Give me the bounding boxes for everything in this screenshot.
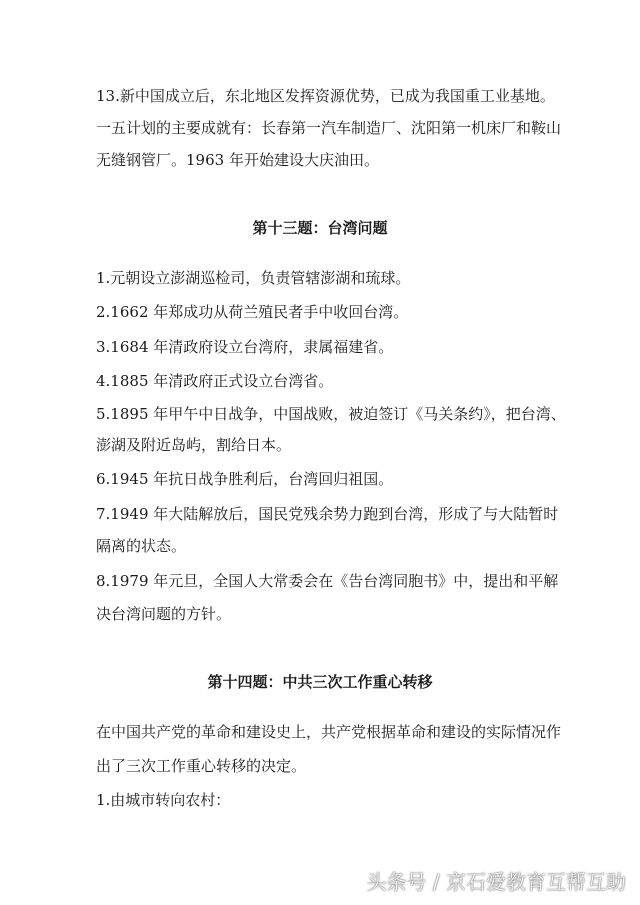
list-item: 1.元朝设立澎湖巡检司，负责管辖澎湖和琉球。 [96, 269, 411, 287]
list-item: 6.1945 年抗日战争胜利后，台湾回归祖国。 [96, 470, 394, 488]
text-line: 出了三次工作重心转移的决定。 [96, 757, 307, 775]
section-heading-taiwan: 第十三题：台湾问题 [252, 219, 388, 237]
text-line: 13.新中国成立后，东北地区发挥资源优势，已成为我国重工业基地。 [96, 87, 555, 105]
text-line: 无缝钢管厂。1963 年开始建设大庆油田。 [96, 151, 379, 169]
list-item-continuation: 决台湾问题的方针。 [96, 605, 232, 623]
list-item-continuation: 隔离的状态。 [96, 537, 187, 555]
section-heading-work-focus: 第十四题：中共三次工作重心转移 [207, 673, 433, 691]
text-line: 在中国共产党的革命和建设史上，共产党根据革命和建设的实际情况作 [96, 723, 562, 741]
watermark: 头条号 / 京石爱教育互帮互助 [366, 870, 626, 894]
list-item: 7.1949 年大陆解放后，国民党残余势力跑到台湾，形成了与大陆暂时 [96, 505, 559, 523]
list-item: 4.1885 年清政府正式设立台湾省。 [96, 372, 334, 390]
list-item: 2.1662 年郑成功从荷兰殖民者手中收回台湾。 [96, 303, 409, 321]
list-item-continuation: 澎湖及附近岛屿，割给日本。 [96, 436, 292, 454]
list-item: 3.1684 年清政府设立台湾府，隶属福建省。 [96, 338, 394, 356]
text-line: 一五计划的主要成就有：长春第一汽车制造厂、沈阳第一机床厂和鞍山 [96, 119, 562, 137]
list-item: 1.由城市转向农村： [96, 791, 231, 809]
list-item: 5.1895 年甲午中日战争，中国战败，被迫签订《马关条约》，把台湾、 [96, 405, 566, 423]
list-item: 8.1979 年元旦，全国人大常委会在《告台湾同胞书》中，提出和平解 [96, 572, 559, 590]
